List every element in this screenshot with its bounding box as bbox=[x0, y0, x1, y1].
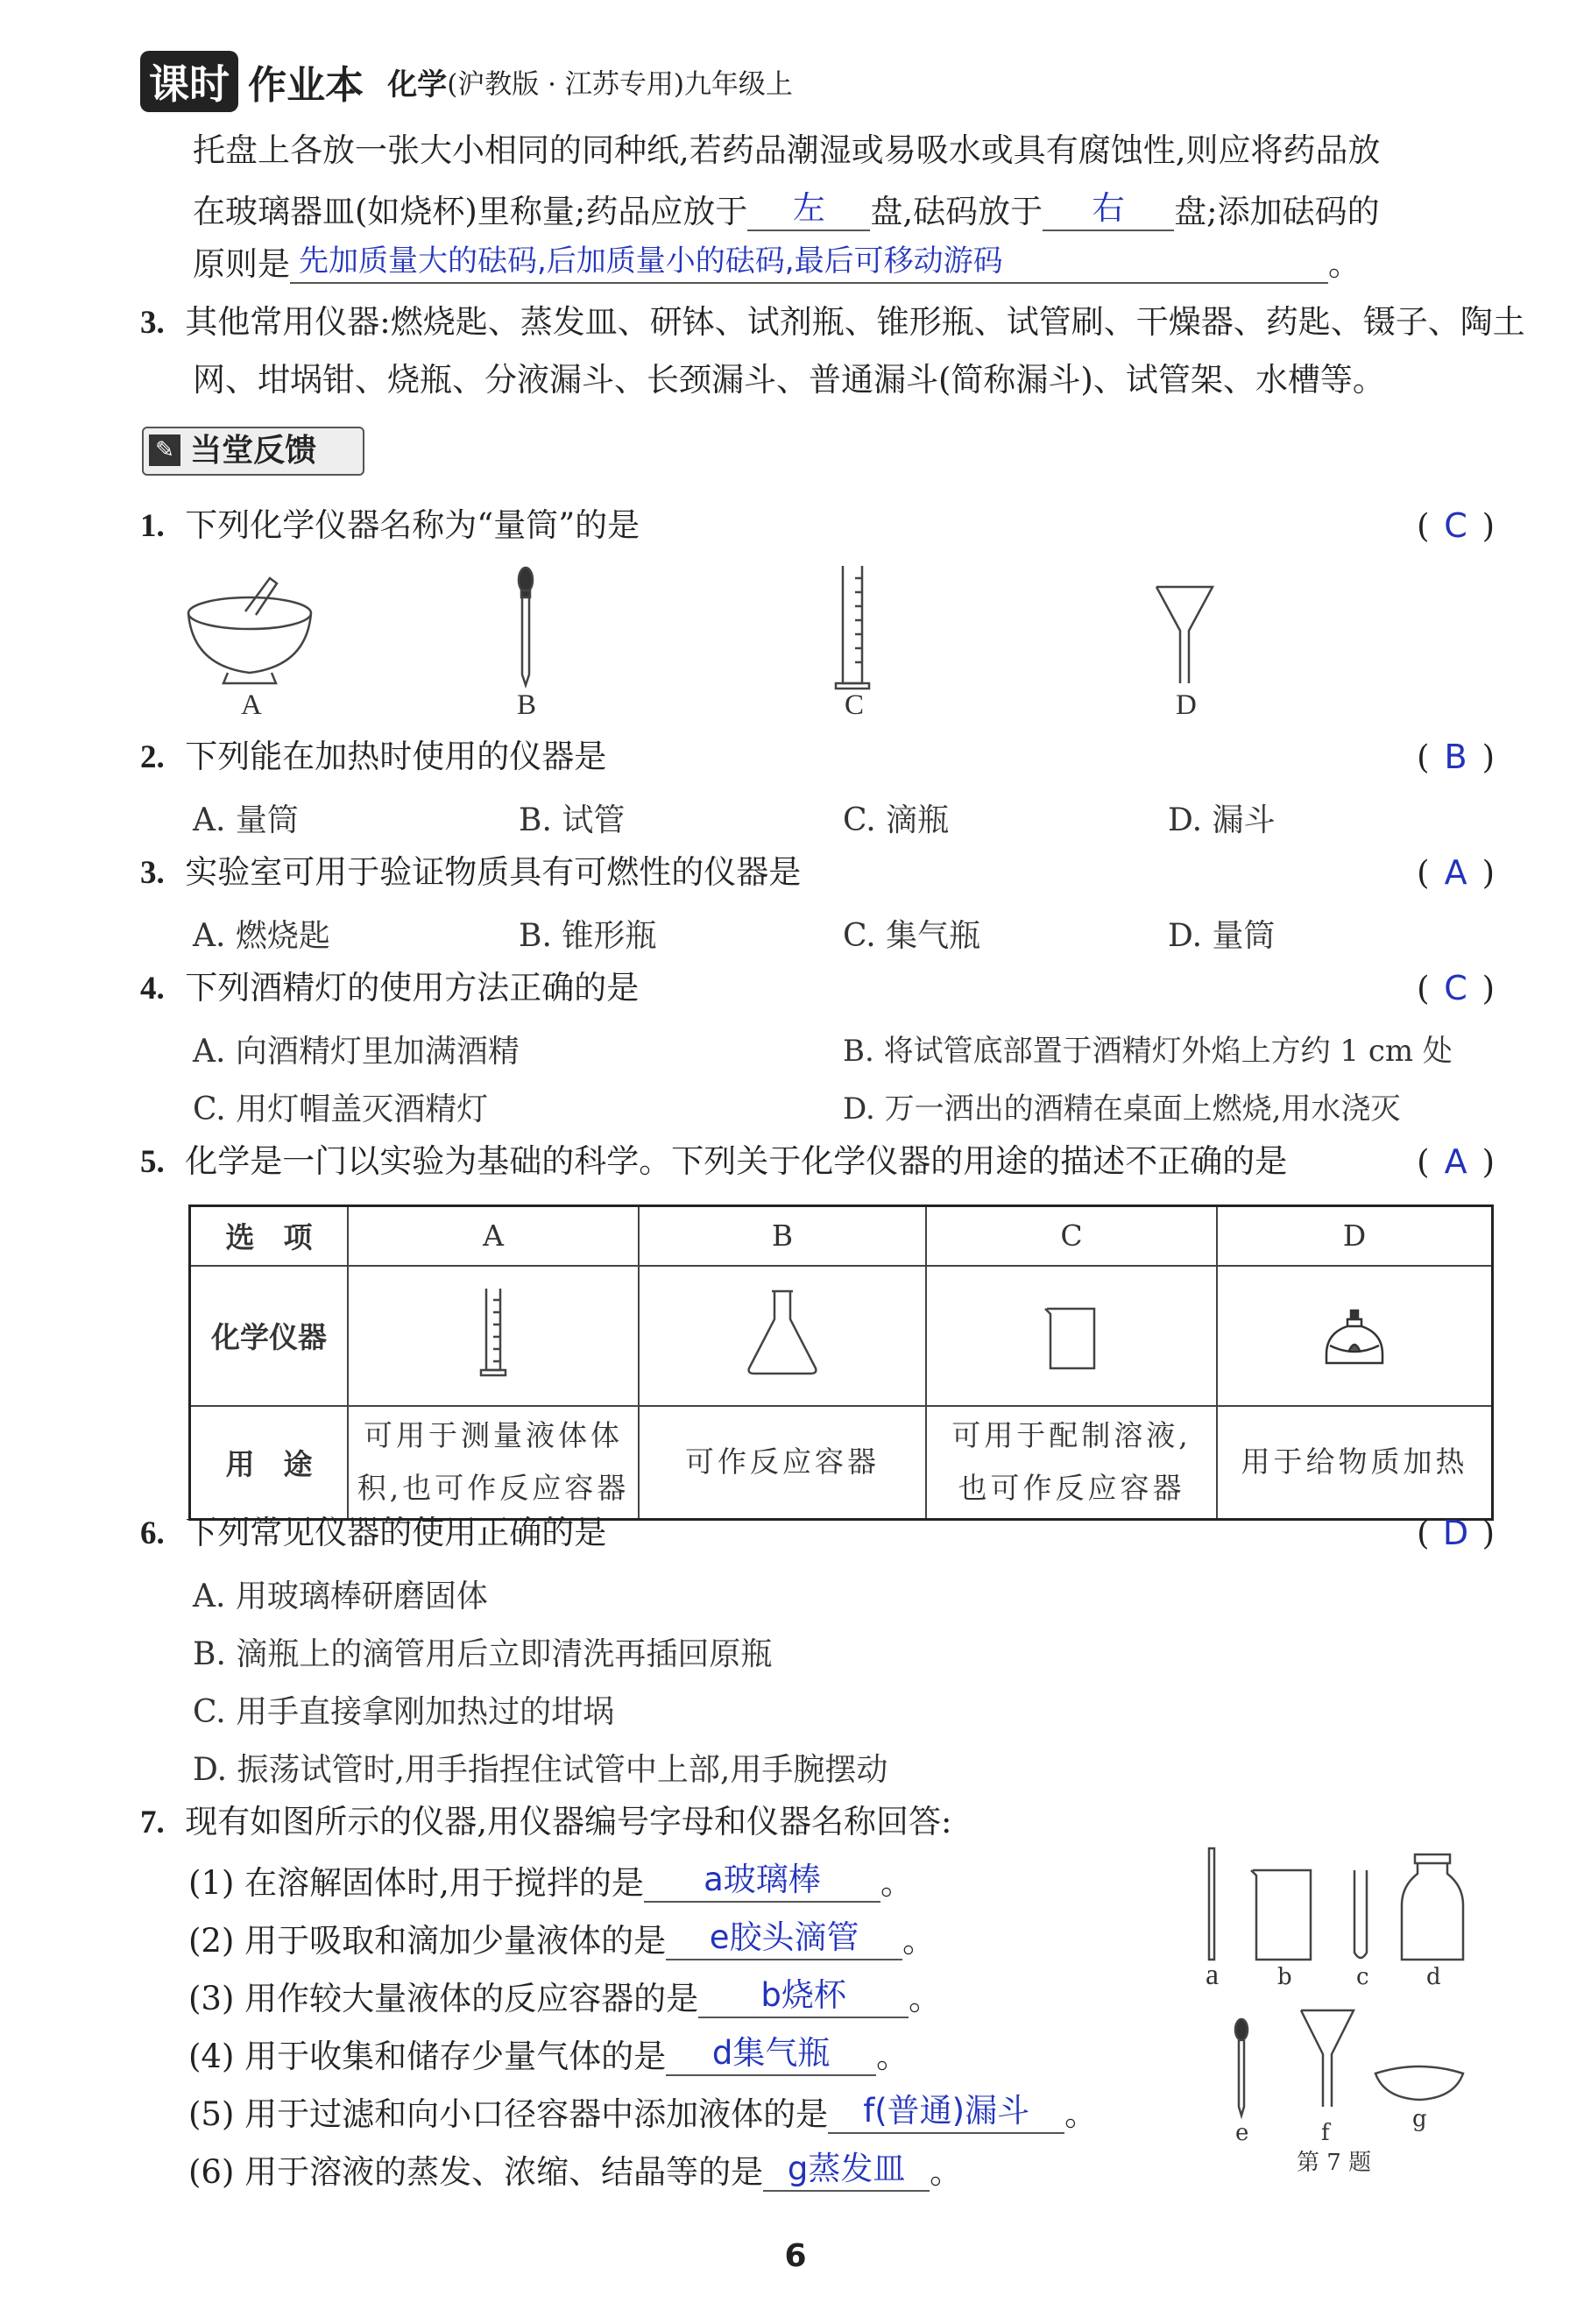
question-5: 5. 化学是一门以实验为基础的科学。下列关于化学仪器的用途的描述不正确的是 bbox=[140, 1142, 1288, 1180]
q4-option-d: D. 万一洒出的酒精在桌面上燃烧,用水浇灭 bbox=[843, 1091, 1401, 1127]
table-cell-a-use: 可用于测量液体体 积,也可作反应容器 bbox=[348, 1406, 639, 1520]
table-header-d: D bbox=[1217, 1206, 1493, 1266]
grade: 九年级上 bbox=[683, 68, 793, 101]
table-cell-d-use: 用于给物质加热 bbox=[1217, 1406, 1493, 1520]
q7-label-g: g bbox=[1412, 2106, 1427, 2132]
q3-option-c: C. 集气瓶 bbox=[843, 918, 981, 954]
glass-rod-icon bbox=[1209, 1848, 1214, 1960]
header bbox=[140, 51, 793, 112]
q6-option-b: B. 滴瓶上的滴管用后立即清洗再插回原瓶 bbox=[193, 1636, 773, 1672]
beaker-icon bbox=[1251, 1870, 1311, 1960]
q7-item-1: (1) 在溶解固体时,用于搅拌的是 a玻璃棒 。 bbox=[188, 1861, 913, 1902]
question-4: 4. 下列酒精灯的使用方法正确的是 bbox=[140, 969, 640, 1007]
q7-label-b: b bbox=[1277, 1964, 1292, 1990]
answer-q4: ( C ) bbox=[1417, 969, 1495, 1007]
q7-figure bbox=[1191, 1844, 1489, 2177]
table-cell-a-instrument bbox=[348, 1266, 639, 1406]
intro-line-2: 在玻璃器皿(如烧杯)里称量;药品应放于 左 盘,砝码放于 右 盘;添加砝码的 bbox=[193, 189, 1380, 230]
answer-q6: ( D ) bbox=[1417, 1514, 1495, 1552]
q7-label-c: c bbox=[1356, 1964, 1369, 1990]
pencil-icon: ✎ bbox=[149, 434, 180, 466]
logo: 课时 bbox=[140, 51, 238, 112]
q3-option-a: A. 燃烧匙 bbox=[193, 918, 330, 954]
q4-option-a: A. 向酒精灯里加满酒精 bbox=[193, 1034, 520, 1070]
q7-item-4: (4) 用于收集和储存少量气体的是 d集气瓶 。 bbox=[188, 2034, 909, 2075]
q6-option-d: D. 振荡试管时,用手指捏住试管中上部,用手腕摆动 bbox=[193, 1752, 888, 1788]
conical-flask-icon bbox=[739, 1284, 826, 1381]
gas-jar-icon bbox=[1402, 1854, 1463, 1960]
q2-option-d: D. 漏斗 bbox=[1168, 802, 1276, 838]
q7-item-6: (6) 用于溶液的蒸发、浓缩、结晶等的是 g蒸发皿 。 bbox=[188, 2150, 963, 2191]
q4-option-c: C. 用灯帽盖灭酒精灯 bbox=[193, 1091, 489, 1127]
q2-option-a: A. 量筒 bbox=[193, 802, 299, 838]
dropper-icon bbox=[519, 568, 533, 685]
intro-line-1: 托盘上各放一张大小相同的同种纸,若药品潮湿或易吸水或具有腐蚀性,则应将药品放 bbox=[193, 131, 1381, 169]
q1-label-b: B bbox=[517, 689, 537, 718]
question-2: 2. 下列能在加热时使用的仪器是 bbox=[140, 738, 607, 775]
beaker-icon bbox=[1028, 1284, 1115, 1381]
table-cell-b-instrument bbox=[639, 1266, 926, 1406]
measuring-cylinder-icon bbox=[467, 1284, 520, 1381]
table-row-label-use: 用 途 bbox=[190, 1406, 349, 1520]
table-row-label-instrument: 化学仪器 bbox=[190, 1266, 349, 1406]
evaporating-dish-icon bbox=[1375, 2066, 1463, 2100]
table-header-option: 选 项 bbox=[190, 1206, 349, 1266]
alcohol-lamp-icon bbox=[1311, 1284, 1398, 1381]
q5-table bbox=[188, 1204, 1494, 1521]
q7-item-2: (2) 用于吸取和滴加少量液体的是 e胶头滴管 。 bbox=[188, 1918, 936, 1960]
q7-label-d: d bbox=[1426, 1964, 1441, 1990]
question-6: 6. 下列常见仪器的使用正确的是 bbox=[140, 1514, 607, 1551]
q7-item-5: (5) 用于过滤和向小口径容器中添加液体的是 f(普通)漏斗 。 bbox=[188, 2092, 1098, 2133]
page-number: 6 bbox=[784, 2238, 807, 2274]
table-cell-c-use: 可用于配制溶液, 也可作反应容器 bbox=[926, 1406, 1217, 1520]
subject: 化学 bbox=[387, 67, 448, 102]
q1-label-c: C bbox=[845, 689, 865, 718]
q1-label-d: D bbox=[1176, 689, 1197, 718]
q3-option-b: B. 锥形瓶 bbox=[519, 918, 657, 954]
mortar-icon bbox=[188, 578, 311, 683]
question-7: 7. 现有如图所示的仪器,用仪器编号字母和仪器名称回答: bbox=[140, 1803, 952, 1840]
q1-label-a: A bbox=[241, 689, 262, 718]
q7-label-f: f bbox=[1321, 2120, 1330, 2146]
dropper-icon bbox=[1239, 2040, 1244, 2116]
q7-item-3: (3) 用作较大量液体的反应容器的是 b烧杯 。 bbox=[188, 1976, 942, 2017]
table-cell-b-use: 可作反应容器 bbox=[639, 1406, 926, 1520]
q1-figure bbox=[175, 561, 1314, 718]
answer-blank-rule: 先加质量大的砝码,后加质量小的砝码,最后可移动游码 bbox=[290, 242, 1328, 284]
q3-option-d: D. 量筒 bbox=[1168, 918, 1276, 954]
funnel-icon bbox=[1156, 587, 1213, 683]
q6-option-a: A. 用玻璃棒研磨固体 bbox=[193, 1579, 488, 1614]
q2-option-b: B. 试管 bbox=[519, 802, 626, 838]
q6-option-c: C. 用手直接拿刚加热过的坩埚 bbox=[193, 1694, 615, 1730]
answer-q3: ( A ) bbox=[1417, 853, 1495, 892]
table-cell-c-instrument bbox=[926, 1266, 1217, 1406]
table-header-b: B bbox=[639, 1206, 926, 1266]
answer-blank-left: 左 bbox=[747, 189, 870, 231]
q7-label-a: a bbox=[1206, 1959, 1220, 1991]
intro-line-3: 原则是 先加质量大的砝码,后加质量小的砝码,最后可移动游码 。 bbox=[193, 244, 1361, 283]
table-header-c: C bbox=[926, 1206, 1217, 1266]
q7-label-e: e bbox=[1235, 2120, 1249, 2146]
answer-blank-right: 右 bbox=[1043, 189, 1174, 231]
answer-q1: ( C ) bbox=[1417, 506, 1495, 545]
question-1: 1. 下列化学仪器名称为“量筒”的是 bbox=[140, 506, 640, 544]
table-header-a: A bbox=[348, 1206, 639, 1266]
question-3: 3. 实验室可用于验证物质具有可燃性的仪器是 bbox=[140, 853, 802, 891]
intro-point-3-cont: 网、坩埚钳、烧瓶、分液漏斗、长颈漏斗、普通漏斗(简称漏斗)、试管架、水槽等。 bbox=[193, 361, 1385, 399]
q4-option-b: B. 将试管底部置于酒精灯外焰上方约 1 cm 处 bbox=[843, 1034, 1453, 1069]
intro-point-3: 3. 其他常用仪器:燃烧匙、蒸发皿、研钵、试剂瓶、锥形瓶、试管刷、干燥器、药匙、镊子、陶土 bbox=[140, 303, 1525, 341]
q2-option-c: C. 滴瓶 bbox=[843, 802, 950, 838]
edition: (沪教版 · 江苏专用) bbox=[447, 68, 684, 101]
q7-fig-caption: 第 7 题 bbox=[1297, 2150, 1372, 2176]
book-title: 作业本 bbox=[248, 63, 364, 108]
table-cell-d-instrument bbox=[1217, 1266, 1493, 1406]
section-title: ✎ 当堂反馈 bbox=[142, 427, 364, 476]
measuring-cylinder-icon bbox=[836, 566, 869, 689]
funnel-icon bbox=[1301, 2010, 1354, 2107]
answer-q5: ( A ) bbox=[1417, 1142, 1495, 1181]
answer-q2: ( B ) bbox=[1417, 738, 1495, 776]
test-tube-icon bbox=[1354, 1870, 1367, 1958]
